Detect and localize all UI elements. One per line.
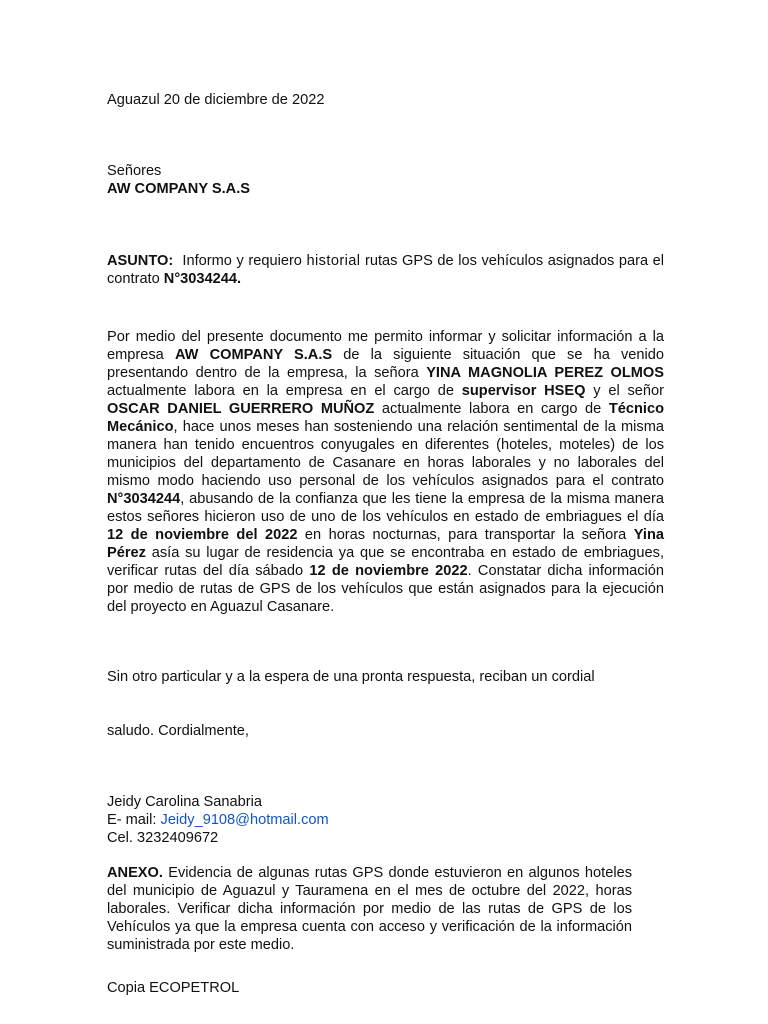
signature-email-line: E- mail: Jeidy_9108@hotmail.com <box>107 812 329 828</box>
date-line: Aguazul 20 de diciembre de 2022 <box>107 92 325 108</box>
subject-contract: N°3034244. <box>163 271 242 287</box>
copy-line: Copia ECOPETROL <box>107 980 240 996</box>
annex-label: ANEXO. <box>107 865 163 881</box>
closing-line-2: saludo. Cordialmente, <box>107 723 249 739</box>
body-paragraph: Por medio del presente documento me permito informar y solicitar información a la empresa AW COMPANY S.A.S de la siguiente situación que se ha venido presentando dentro de la empresa, la señora YINA MAGNOLIA PEREZ OLMOS actualmente labora en la empresa en el cargo de supervisor HSEQ y el señor OSCAR DANIEL GUERRERO MUÑOZ actualmente labora en cargo de Técnico Mecánico, hace unos meses han sosteniendo una relación sentimental de la misma manera han tenido encuentros conyugales en diferentes (hoteles, moteles) de los municipios del departamento de Casanare en horas laborales y no laborales del mismo modo haciendo uso personal de los vehículos asignados para el contrato N°3034244, abusando de la confianza que les tiene la empresa de la misma manera estos señores hicieron uso de uno de los vehículos en estado de embriagues el día 12 de noviembre del 2022 en horas nocturnas, para transportar la señora Yina Pérez asía su lugar de residencia ya que se encontraba en estado de embriagues, verificar rutas del día sábado 12 de noviembre 2022. Constatar dicha información por medio de rutas de GPS de los vehículos que están asignados para la ejecución del proyecto en Aguazul Casanare. <box>107 329 665 615</box>
annex-paragraph: ANEXO. Evidencia de algunas rutas GPS donde estuvieron en algunos hoteles del municipio de Aguazul y Tauramena en el mes de octubre del 2022, horas laborales. Verificar dicha información por medio de las rutas de GPS de los Vehículos ya que la empresa cuenta con acceso y verificación de la información suministrada por este medio. <box>107 865 632 953</box>
recipient-salutation: Señores <box>107 163 162 179</box>
signature-name: Jeidy Carolina Sanabria <box>107 794 262 810</box>
closing-line-1: Sin otro particular y a la espera de una pronta respuesta, reciban un cordial <box>107 669 595 685</box>
recipient-company: AW COMPANY S.A.S <box>107 181 250 197</box>
recipient-block <box>107 162 250 198</box>
email-link[interactable]: Jeidy_9108@hotmail.com <box>160 812 329 828</box>
subject-label: ASUNTO <box>107 253 169 269</box>
signature-phone: Cel. 3232409672 <box>107 830 219 846</box>
signature-block <box>107 793 329 847</box>
subject-paragraph: ASUNTO: Informo y requiero historial rutas GPS de los vehículos asignados para el contrato N°3034244. <box>107 253 665 287</box>
